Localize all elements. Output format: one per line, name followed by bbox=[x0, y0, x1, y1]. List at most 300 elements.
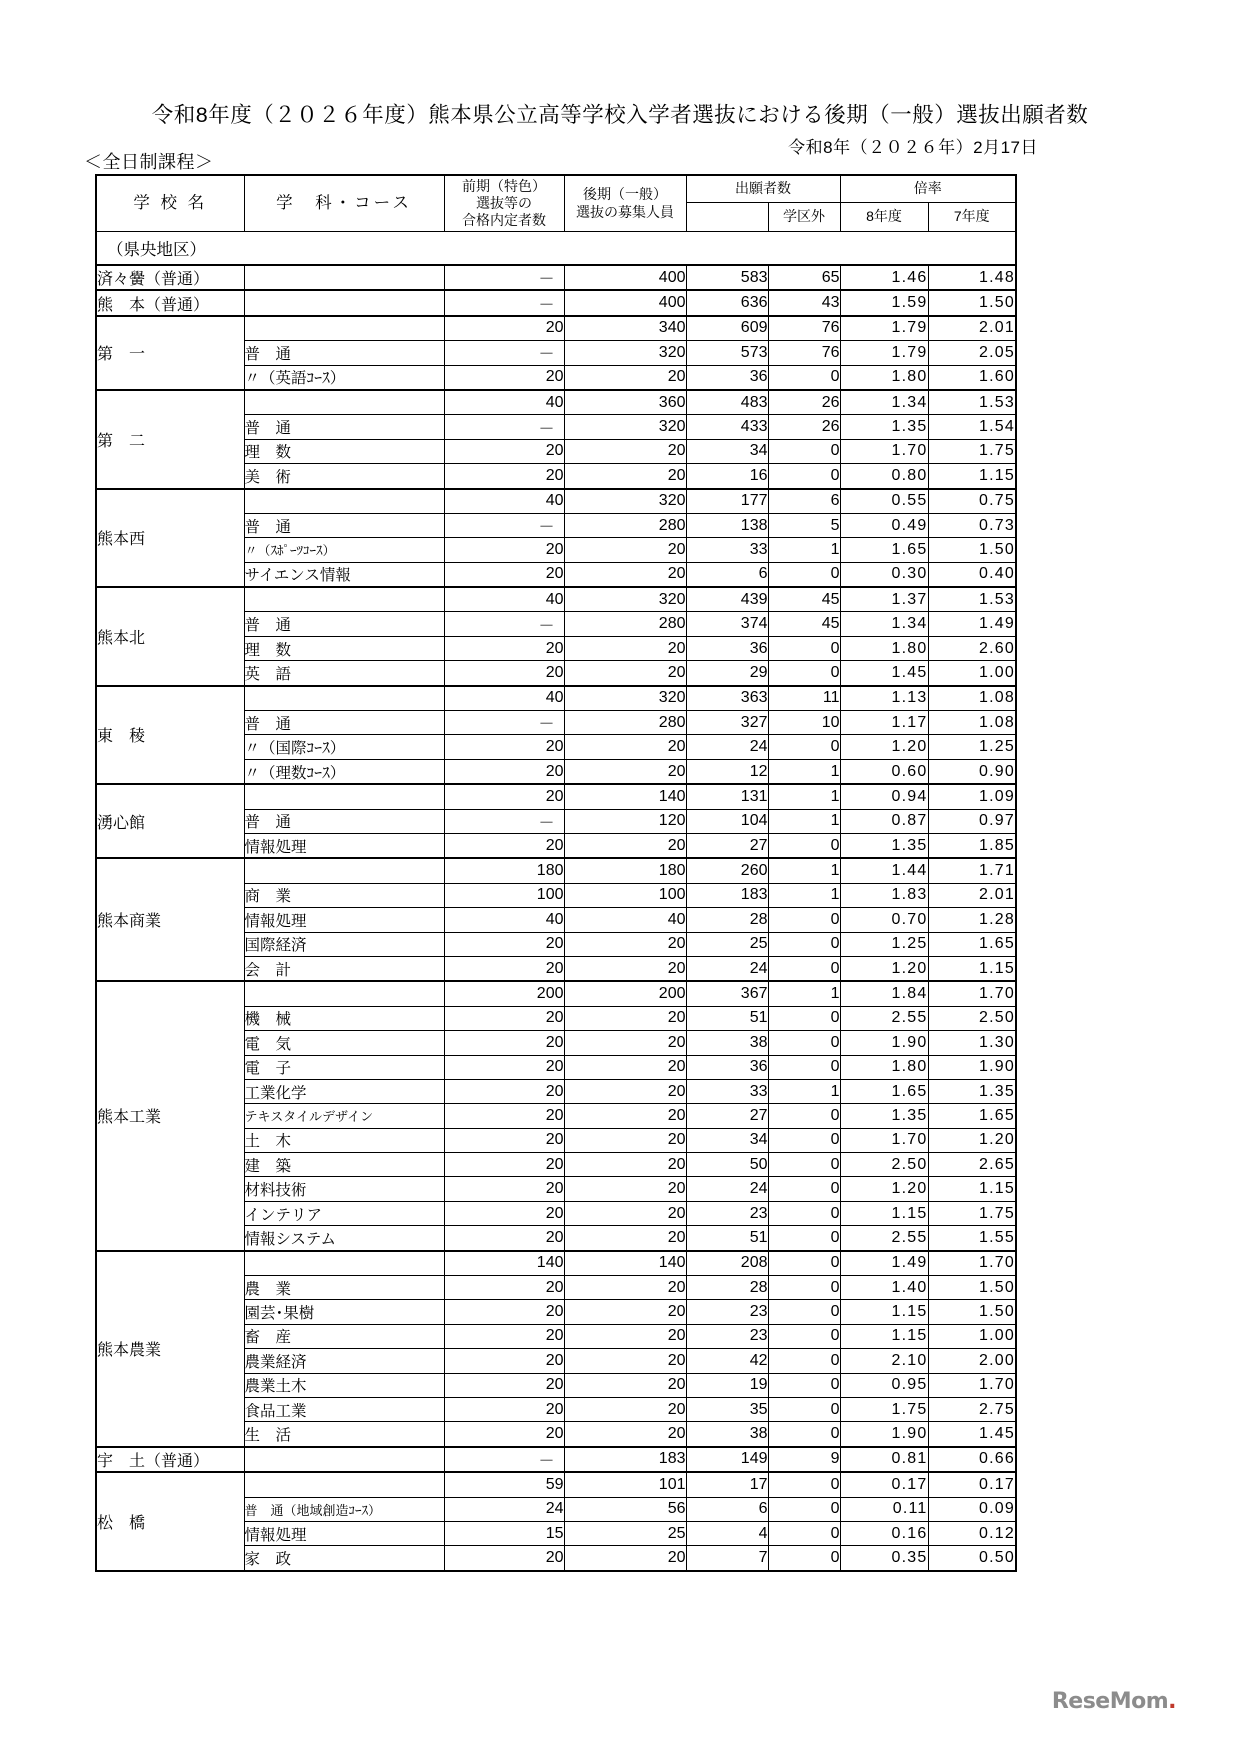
cell-kouki-quota: 20 bbox=[564, 464, 686, 489]
cell-applicants: 4 bbox=[686, 1521, 768, 1545]
cell-department: 英 語 bbox=[244, 661, 444, 686]
cell-applicants: 16 bbox=[686, 464, 768, 489]
cell-out-of-district: 0 bbox=[768, 1300, 840, 1324]
cell-out-of-district: 0 bbox=[768, 1128, 840, 1152]
cell-applicants: 374 bbox=[686, 612, 768, 636]
cell-department bbox=[244, 858, 444, 883]
cell-department: 国際経済 bbox=[244, 932, 444, 956]
cell-department: 建 築 bbox=[244, 1153, 444, 1177]
cell-department: 機 械 bbox=[244, 1006, 444, 1030]
cell-zenki-accepted: － bbox=[444, 513, 564, 537]
cell-zenki-accepted: 20 bbox=[444, 1546, 564, 1571]
cell-kouki-quota: 20 bbox=[564, 833, 686, 858]
cell-out-of-district: 9 bbox=[768, 1447, 840, 1472]
cell-ratio-r7: 1.90 bbox=[928, 1055, 1016, 1079]
cell-zenki-accepted: 20 bbox=[444, 1079, 564, 1103]
cell-out-of-district: 0 bbox=[768, 1251, 840, 1276]
cell-kouki-quota: 20 bbox=[564, 1226, 686, 1251]
table-row bbox=[96, 1472, 1016, 1497]
cell-ratio-r8: 2.50 bbox=[840, 1153, 928, 1177]
cell-applicants: 363 bbox=[686, 686, 768, 711]
cell-school-name: 松 橋 bbox=[96, 1472, 244, 1571]
cell-ratio-r7: 2.01 bbox=[928, 883, 1016, 907]
cell-kouki-quota: 56 bbox=[564, 1497, 686, 1521]
cell-kouki-quota: 20 bbox=[564, 1422, 686, 1447]
cell-ratio-r8: 1.90 bbox=[840, 1031, 928, 1055]
cell-ratio-r7: 1.70 bbox=[928, 1373, 1016, 1397]
cell-zenki-accepted: － bbox=[444, 341, 564, 365]
cell-out-of-district: 0 bbox=[768, 1276, 840, 1300]
cell-ratio-r7: 1.55 bbox=[928, 1226, 1016, 1251]
cell-zenki-accepted: 20 bbox=[444, 1104, 564, 1128]
cell-ratio-r8: 1.15 bbox=[840, 1300, 928, 1324]
cell-kouki-quota: 20 bbox=[564, 932, 686, 956]
cell-ratio-r7: 1.50 bbox=[928, 538, 1016, 562]
cell-kouki-quota: 20 bbox=[564, 1349, 686, 1373]
cell-zenki-accepted: 20 bbox=[444, 833, 564, 858]
cell-applicants: 36 bbox=[686, 1055, 768, 1079]
cell-kouki-quota: 280 bbox=[564, 711, 686, 735]
cell-department: 情報処理 bbox=[244, 1521, 444, 1545]
cell-department: 普 通（地域創造ｺｰｽ） bbox=[244, 1497, 444, 1521]
cell-ratio-r8: 1.15 bbox=[840, 1201, 928, 1225]
cell-zenki-accepted: 20 bbox=[444, 759, 564, 784]
cell-applicants: 33 bbox=[686, 1079, 768, 1103]
cell-out-of-district: 0 bbox=[768, 833, 840, 858]
cell-ratio-r7: 1.54 bbox=[928, 415, 1016, 439]
cell-kouki-quota: 320 bbox=[564, 489, 686, 514]
cell-out-of-district: 1 bbox=[768, 759, 840, 784]
cell-zenki-accepted: 20 bbox=[444, 1300, 564, 1324]
cell-out-of-district: 0 bbox=[768, 932, 840, 956]
cell-out-of-district: 0 bbox=[768, 1397, 840, 1421]
cell-zenki-accepted: 40 bbox=[444, 587, 564, 612]
cell-zenki-accepted: 20 bbox=[444, 1422, 564, 1447]
cell-kouki-quota: 400 bbox=[564, 290, 686, 315]
cell-department: 普 通 bbox=[244, 711, 444, 735]
cell-ratio-r8: 0.81 bbox=[840, 1447, 928, 1472]
cell-out-of-district: 0 bbox=[768, 1422, 840, 1447]
cell-kouki-quota: 20 bbox=[564, 735, 686, 759]
cell-zenki-accepted: 40 bbox=[444, 908, 564, 932]
cell-ratio-r7: 0.09 bbox=[928, 1497, 1016, 1521]
cell-applicants: 28 bbox=[686, 1276, 768, 1300]
cell-ratio-r7: 1.15 bbox=[928, 956, 1016, 981]
cell-zenki-accepted: － bbox=[444, 809, 564, 833]
cell-out-of-district: 26 bbox=[768, 415, 840, 439]
cell-ratio-r7: 1.65 bbox=[928, 932, 1016, 956]
cell-out-of-district: 0 bbox=[768, 1201, 840, 1225]
cell-kouki-quota: 280 bbox=[564, 513, 686, 537]
cell-applicants: 36 bbox=[686, 365, 768, 390]
cell-zenki-accepted: 20 bbox=[444, 1373, 564, 1397]
cell-applicants: 24 bbox=[686, 956, 768, 981]
cell-ratio-r8: 1.44 bbox=[840, 858, 928, 883]
cell-ratio-r8: 1.20 bbox=[840, 956, 928, 981]
cell-out-of-district: 1 bbox=[768, 981, 840, 1006]
cell-kouki-quota: 20 bbox=[564, 661, 686, 686]
cell-ratio-r8: 0.35 bbox=[840, 1546, 928, 1571]
cell-applicants: 439 bbox=[686, 587, 768, 612]
cell-department: 家 政 bbox=[244, 1546, 444, 1571]
cell-ratio-r8: 0.60 bbox=[840, 759, 928, 784]
cell-department: 〃（国際ｺｰｽ） bbox=[244, 735, 444, 759]
table-row bbox=[96, 784, 1016, 809]
cell-out-of-district: 1 bbox=[768, 784, 840, 809]
cell-ratio-r7: 1.00 bbox=[928, 1324, 1016, 1348]
cell-kouki-quota: 20 bbox=[564, 1276, 686, 1300]
cell-zenki-accepted: － bbox=[444, 612, 564, 636]
cell-department: 〃（理数ｺｰｽ） bbox=[244, 759, 444, 784]
cell-out-of-district: 1 bbox=[768, 809, 840, 833]
cell-zenki-accepted: 20 bbox=[444, 1349, 564, 1373]
cell-zenki-accepted: 20 bbox=[444, 956, 564, 981]
cell-out-of-district: 6 bbox=[768, 489, 840, 514]
cell-out-of-district: 0 bbox=[768, 1104, 840, 1128]
header-ratio-r7: 7年度 bbox=[928, 203, 1016, 232]
cell-kouki-quota: 120 bbox=[564, 809, 686, 833]
cell-out-of-district: 0 bbox=[768, 661, 840, 686]
header-zenki bbox=[444, 175, 564, 232]
cell-department bbox=[244, 316, 444, 341]
cell-ratio-r8: 0.17 bbox=[840, 1472, 928, 1497]
cell-zenki-accepted: 20 bbox=[444, 636, 564, 660]
table-row bbox=[96, 686, 1016, 711]
cell-ratio-r8: 1.75 bbox=[840, 1397, 928, 1421]
cell-school-name: 熊 本（普通） bbox=[96, 290, 244, 315]
cell-ratio-r8: 0.87 bbox=[840, 809, 928, 833]
cell-applicants: 38 bbox=[686, 1031, 768, 1055]
cell-zenki-accepted: 20 bbox=[444, 1055, 564, 1079]
cell-ratio-r7: 1.09 bbox=[928, 784, 1016, 809]
cell-ratio-r7: 1.50 bbox=[928, 290, 1016, 315]
table-row bbox=[96, 1251, 1016, 1276]
cell-ratio-r7: 2.00 bbox=[928, 1349, 1016, 1373]
table-header bbox=[96, 175, 1016, 232]
cell-ratio-r7: 0.66 bbox=[928, 1447, 1016, 1472]
cell-applicants: 51 bbox=[686, 1006, 768, 1030]
cell-ratio-r8: 1.35 bbox=[840, 1104, 928, 1128]
cell-out-of-district: 0 bbox=[768, 1546, 840, 1571]
cell-kouki-quota: 20 bbox=[564, 759, 686, 784]
cell-ratio-r8: 0.95 bbox=[840, 1373, 928, 1397]
cell-ratio-r7: 2.60 bbox=[928, 636, 1016, 660]
cell-zenki-accepted: 20 bbox=[444, 1324, 564, 1348]
cell-zenki-accepted: 20 bbox=[444, 1128, 564, 1152]
cell-department: 電 気 bbox=[244, 1031, 444, 1055]
table-row bbox=[96, 390, 1016, 415]
cell-school-name: 熊本工業 bbox=[96, 981, 244, 1250]
cell-kouki-quota: 20 bbox=[564, 1006, 686, 1030]
watermark-dot: . bbox=[1168, 1689, 1176, 1714]
cell-ratio-r7: 1.15 bbox=[928, 1177, 1016, 1201]
cell-zenki-accepted: 24 bbox=[444, 1497, 564, 1521]
cell-department: 商 業 bbox=[244, 883, 444, 907]
cell-zenki-accepted: 20 bbox=[444, 365, 564, 390]
cell-ratio-r7: 1.35 bbox=[928, 1079, 1016, 1103]
cell-kouki-quota: 20 bbox=[564, 636, 686, 660]
cell-department: 畜 産 bbox=[244, 1324, 444, 1348]
cell-school-name: 熊本農業 bbox=[96, 1251, 244, 1447]
cell-out-of-district: 0 bbox=[768, 1226, 840, 1251]
cell-ratio-r8: 1.79 bbox=[840, 341, 928, 365]
cell-zenki-accepted: 20 bbox=[444, 1153, 564, 1177]
cell-out-of-district: 0 bbox=[768, 562, 840, 587]
header-kouki bbox=[564, 175, 686, 232]
cell-ratio-r8: 0.16 bbox=[840, 1521, 928, 1545]
cell-ratio-r7: 1.71 bbox=[928, 858, 1016, 883]
header-kouki-line1: 後期（一般） bbox=[583, 186, 667, 203]
cell-ratio-r8: 1.40 bbox=[840, 1276, 928, 1300]
cell-department bbox=[244, 686, 444, 711]
table-row bbox=[96, 265, 1016, 290]
cell-ratio-r7: 1.49 bbox=[928, 612, 1016, 636]
cell-department: 情報処理 bbox=[244, 833, 444, 858]
cell-ratio-r7: 1.08 bbox=[928, 686, 1016, 711]
cell-out-of-district: 0 bbox=[768, 956, 840, 981]
cell-ratio-r8: 2.55 bbox=[840, 1226, 928, 1251]
cell-out-of-district: 43 bbox=[768, 290, 840, 315]
cell-out-of-district: 65 bbox=[768, 265, 840, 290]
cell-ratio-r8: 0.94 bbox=[840, 784, 928, 809]
header-applicants-total bbox=[686, 203, 768, 232]
cell-applicants: 6 bbox=[686, 562, 768, 587]
cell-out-of-district: 0 bbox=[768, 1521, 840, 1545]
cell-zenki-accepted: － bbox=[444, 1447, 564, 1472]
cell-applicants: 6 bbox=[686, 1497, 768, 1521]
cell-out-of-district: 0 bbox=[768, 1497, 840, 1521]
cell-department: 会 計 bbox=[244, 956, 444, 981]
cell-ratio-r7: 0.50 bbox=[928, 1546, 1016, 1571]
cell-department bbox=[244, 587, 444, 612]
region-label: （県央地区） bbox=[96, 232, 1016, 266]
cell-department bbox=[244, 265, 444, 290]
cell-out-of-district: 0 bbox=[768, 908, 840, 932]
table-row bbox=[96, 316, 1016, 341]
cell-ratio-r8: 2.55 bbox=[840, 1006, 928, 1030]
cell-zenki-accepted: 20 bbox=[444, 538, 564, 562]
cell-school-name: 熊本商業 bbox=[96, 858, 244, 981]
cell-ratio-r8: 1.34 bbox=[840, 390, 928, 415]
cell-kouki-quota: 25 bbox=[564, 1521, 686, 1545]
cell-kouki-quota: 20 bbox=[564, 1546, 686, 1571]
cell-ratio-r7: 1.50 bbox=[928, 1300, 1016, 1324]
cell-department: 農 業 bbox=[244, 1276, 444, 1300]
cell-kouki-quota: 180 bbox=[564, 858, 686, 883]
cell-ratio-r8: 1.20 bbox=[840, 735, 928, 759]
cell-zenki-accepted: 20 bbox=[444, 1226, 564, 1251]
cell-ratio-r7: 0.17 bbox=[928, 1472, 1016, 1497]
cell-applicants: 138 bbox=[686, 513, 768, 537]
cell-department: 〃（ｽﾎﾟｰﾂｺｰｽ） bbox=[244, 538, 444, 562]
cell-applicants: 24 bbox=[686, 1177, 768, 1201]
cell-kouki-quota: 20 bbox=[564, 1373, 686, 1397]
cell-ratio-r7: 1.20 bbox=[928, 1128, 1016, 1152]
cell-department: 普 通 bbox=[244, 415, 444, 439]
cell-out-of-district: 45 bbox=[768, 587, 840, 612]
cell-department: 農業経済 bbox=[244, 1349, 444, 1373]
cell-zenki-accepted: 20 bbox=[444, 1031, 564, 1055]
cell-out-of-district: 0 bbox=[768, 439, 840, 463]
header-zenki-line3: 合格内定者数 bbox=[462, 212, 546, 229]
cell-out-of-district: 10 bbox=[768, 711, 840, 735]
cell-ratio-r7: 1.08 bbox=[928, 711, 1016, 735]
cell-out-of-district: 0 bbox=[768, 1153, 840, 1177]
cell-applicants: 23 bbox=[686, 1324, 768, 1348]
cell-applicants: 23 bbox=[686, 1201, 768, 1225]
cell-department: 普 通 bbox=[244, 341, 444, 365]
cell-zenki-accepted: 20 bbox=[444, 784, 564, 809]
cell-department: 電 子 bbox=[244, 1055, 444, 1079]
cell-department: 普 通 bbox=[244, 513, 444, 537]
cell-ratio-r8: 1.45 bbox=[840, 661, 928, 686]
header-zenki-line1: 前期（特色） bbox=[462, 177, 546, 194]
cell-ratio-r7: 0.90 bbox=[928, 759, 1016, 784]
cell-kouki-quota: 140 bbox=[564, 1251, 686, 1276]
table-row bbox=[96, 290, 1016, 315]
cell-applicants: 12 bbox=[686, 759, 768, 784]
cell-applicants: 367 bbox=[686, 981, 768, 1006]
cell-out-of-district: 5 bbox=[768, 513, 840, 537]
document-date: 令和8年（２０２６年）2月17日 bbox=[788, 138, 1038, 157]
header-out-of-district: 学区外 bbox=[768, 203, 840, 232]
cell-applicants: 208 bbox=[686, 1251, 768, 1276]
cell-applicants: 36 bbox=[686, 636, 768, 660]
cell-out-of-district: 26 bbox=[768, 390, 840, 415]
cell-ratio-r8: 0.11 bbox=[840, 1497, 928, 1521]
cell-ratio-r8: 1.25 bbox=[840, 932, 928, 956]
cell-zenki-accepted: 20 bbox=[444, 1201, 564, 1225]
cell-ratio-r7: 1.75 bbox=[928, 439, 1016, 463]
cell-ratio-r8: 1.83 bbox=[840, 883, 928, 907]
cell-applicants: 433 bbox=[686, 415, 768, 439]
cell-department: 農業土木 bbox=[244, 1373, 444, 1397]
cell-ratio-r8: 1.17 bbox=[840, 711, 928, 735]
cell-zenki-accepted: 20 bbox=[444, 1397, 564, 1421]
cell-zenki-accepted: 20 bbox=[444, 932, 564, 956]
watermark-text: ReseMom bbox=[1051, 1689, 1169, 1714]
cell-kouki-quota: 20 bbox=[564, 1201, 686, 1225]
cell-kouki-quota: 20 bbox=[564, 1324, 686, 1348]
cell-out-of-district: 45 bbox=[768, 612, 840, 636]
cell-ratio-r8: 0.30 bbox=[840, 562, 928, 587]
cell-ratio-r8: 1.46 bbox=[840, 265, 928, 290]
cell-kouki-quota: 20 bbox=[564, 562, 686, 587]
cell-out-of-district: 0 bbox=[768, 636, 840, 660]
cell-kouki-quota: 40 bbox=[564, 908, 686, 932]
table-row bbox=[96, 858, 1016, 883]
cell-applicants: 104 bbox=[686, 809, 768, 833]
cell-kouki-quota: 20 bbox=[564, 1300, 686, 1324]
cell-zenki-accepted: － bbox=[444, 415, 564, 439]
cell-out-of-district: 76 bbox=[768, 316, 840, 341]
cell-zenki-accepted: 20 bbox=[444, 1006, 564, 1030]
cell-ratio-r8: 1.90 bbox=[840, 1422, 928, 1447]
cell-applicants: 573 bbox=[686, 341, 768, 365]
cell-ratio-r7: 0.97 bbox=[928, 809, 1016, 833]
cell-zenki-accepted: 15 bbox=[444, 1521, 564, 1545]
table-row bbox=[96, 1447, 1016, 1472]
cell-school-name: 熊本北 bbox=[96, 587, 244, 686]
cell-zenki-accepted: 180 bbox=[444, 858, 564, 883]
cell-ratio-r7: 1.70 bbox=[928, 981, 1016, 1006]
cell-department: 園芸･果樹 bbox=[244, 1300, 444, 1324]
cell-applicants: 51 bbox=[686, 1226, 768, 1251]
cell-department: 理 数 bbox=[244, 439, 444, 463]
course-type-label: ＜全日制課程＞ bbox=[84, 152, 214, 172]
cell-ratio-r8: 1.80 bbox=[840, 1055, 928, 1079]
cell-ratio-r7: 2.50 bbox=[928, 1006, 1016, 1030]
cell-school-name: 宇 土（普通） bbox=[96, 1447, 244, 1472]
cell-department: 普 通 bbox=[244, 612, 444, 636]
cell-ratio-r8: 1.80 bbox=[840, 636, 928, 660]
cell-kouki-quota: 20 bbox=[564, 1128, 686, 1152]
cell-kouki-quota: 280 bbox=[564, 612, 686, 636]
cell-ratio-r7: 1.65 bbox=[928, 1104, 1016, 1128]
header-department: 学 科・コース bbox=[244, 175, 444, 232]
cell-ratio-r7: 0.75 bbox=[928, 489, 1016, 514]
table-body bbox=[96, 232, 1016, 1571]
cell-applicants: 28 bbox=[686, 908, 768, 932]
cell-applicants: 17 bbox=[686, 1472, 768, 1497]
cell-zenki-accepted: 20 bbox=[444, 1276, 564, 1300]
cell-applicants: 583 bbox=[686, 265, 768, 290]
cell-department: サイエンス情報 bbox=[244, 562, 444, 587]
cell-department: 材料技術 bbox=[244, 1177, 444, 1201]
cell-kouki-quota: 20 bbox=[564, 1079, 686, 1103]
cell-applicants: 609 bbox=[686, 316, 768, 341]
cell-applicants: 149 bbox=[686, 1447, 768, 1472]
cell-out-of-district: 0 bbox=[768, 1373, 840, 1397]
cell-out-of-district: 0 bbox=[768, 365, 840, 390]
cell-ratio-r8: 1.34 bbox=[840, 612, 928, 636]
watermark-logo bbox=[1052, 1689, 1176, 1714]
cell-ratio-r7: 1.70 bbox=[928, 1251, 1016, 1276]
cell-ratio-r7: 1.48 bbox=[928, 265, 1016, 290]
cell-ratio-r8: 1.35 bbox=[840, 833, 928, 858]
cell-out-of-district: 1 bbox=[768, 538, 840, 562]
table-row bbox=[96, 981, 1016, 1006]
cell-department bbox=[244, 489, 444, 514]
cell-department bbox=[244, 290, 444, 315]
cell-out-of-district: 0 bbox=[768, 1324, 840, 1348]
cell-department: テキスタイルデザイン bbox=[244, 1104, 444, 1128]
cell-kouki-quota: 20 bbox=[564, 365, 686, 390]
cell-zenki-accepted: 59 bbox=[444, 1472, 564, 1497]
cell-out-of-district: 0 bbox=[768, 1472, 840, 1497]
cell-zenki-accepted: － bbox=[444, 711, 564, 735]
cell-applicants: 260 bbox=[686, 858, 768, 883]
cell-ratio-r8: 1.70 bbox=[840, 1128, 928, 1152]
cell-applicants: 183 bbox=[686, 883, 768, 907]
cell-department bbox=[244, 1251, 444, 1276]
cell-kouki-quota: 200 bbox=[564, 981, 686, 1006]
page-title: 令和8年度（２０２６年度）熊本県公立高等学校入学者選抜における後期（一般）選抜出願者数 bbox=[151, 103, 1089, 127]
cell-department bbox=[244, 784, 444, 809]
header-school: 学 校 名 bbox=[96, 175, 244, 232]
cell-zenki-accepted: 20 bbox=[444, 661, 564, 686]
applicants-table bbox=[95, 174, 1017, 1572]
cell-kouki-quota: 20 bbox=[564, 538, 686, 562]
cell-applicants: 29 bbox=[686, 661, 768, 686]
cell-ratio-r7: 1.30 bbox=[928, 1031, 1016, 1055]
header-ratio: 倍率 bbox=[840, 175, 1016, 203]
cell-ratio-r8: 1.84 bbox=[840, 981, 928, 1006]
cell-ratio-r7: 2.75 bbox=[928, 1397, 1016, 1421]
cell-ratio-r7: 1.50 bbox=[928, 1276, 1016, 1300]
cell-ratio-r7: 1.00 bbox=[928, 661, 1016, 686]
cell-applicants: 27 bbox=[686, 833, 768, 858]
